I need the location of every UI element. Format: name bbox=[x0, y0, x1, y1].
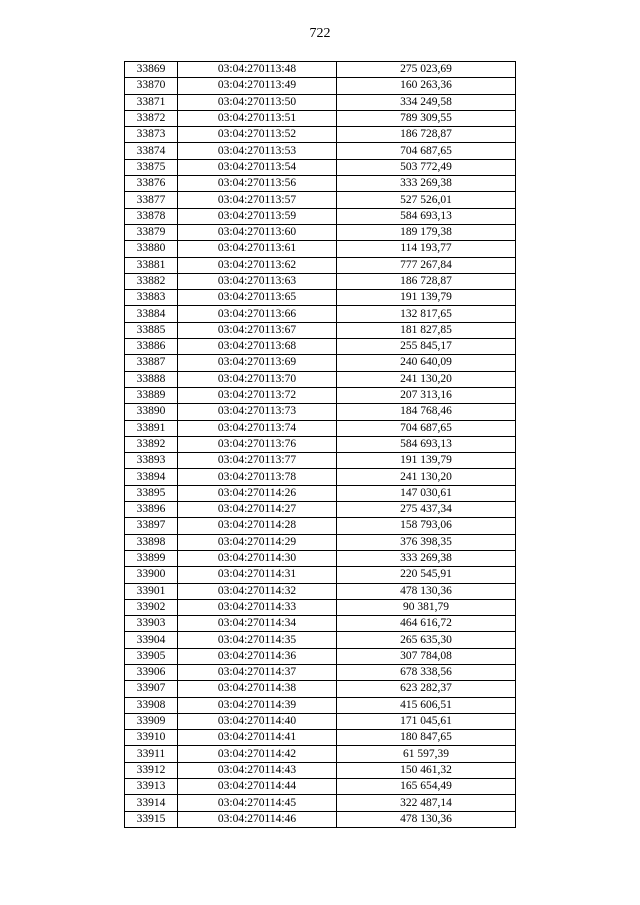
cadastral-number-cell: 03:04:270114:26 bbox=[178, 485, 337, 501]
table-row bbox=[125, 681, 516, 697]
cadastral-number-cell: 03:04:270114:27 bbox=[178, 502, 337, 518]
value-cell: 704 687,65 bbox=[337, 420, 516, 436]
table-row bbox=[125, 420, 516, 436]
value-cell: 623 282,37 bbox=[337, 681, 516, 697]
table-row bbox=[125, 795, 516, 811]
cadastral-number-cell: 03:04:270114:38 bbox=[178, 681, 337, 697]
value-cell: 90 381,79 bbox=[337, 599, 516, 615]
cadastral-number-cell: 03:04:270113:54 bbox=[178, 159, 337, 175]
row-number-cell: 33913 bbox=[125, 779, 178, 795]
cadastral-number-cell: 03:04:270113:66 bbox=[178, 306, 337, 322]
value-cell: 150 461,32 bbox=[337, 762, 516, 778]
row-number-cell: 33900 bbox=[125, 567, 178, 583]
value-cell: 333 269,38 bbox=[337, 550, 516, 566]
table-row bbox=[125, 632, 516, 648]
row-number-cell: 33902 bbox=[125, 599, 178, 615]
value-cell: 220 545,91 bbox=[337, 567, 516, 583]
cadastral-number-cell: 03:04:270113:53 bbox=[178, 143, 337, 159]
row-number-cell: 33883 bbox=[125, 290, 178, 306]
cadastral-number-cell: 03:04:270114:30 bbox=[178, 550, 337, 566]
cadastral-number-cell: 03:04:270113:72 bbox=[178, 387, 337, 403]
table-row bbox=[125, 110, 516, 126]
row-number-cell: 33901 bbox=[125, 583, 178, 599]
value-cell: 61 597,39 bbox=[337, 746, 516, 762]
value-cell: 464 616,72 bbox=[337, 616, 516, 632]
table-row bbox=[125, 355, 516, 371]
cadastral-number-cell: 03:04:270113:48 bbox=[178, 62, 337, 78]
row-number-cell: 33888 bbox=[125, 371, 178, 387]
value-cell: 189 179,38 bbox=[337, 224, 516, 240]
table-body bbox=[125, 62, 516, 828]
table-row bbox=[125, 273, 516, 289]
row-number-cell: 33872 bbox=[125, 110, 178, 126]
row-number-cell: 33869 bbox=[125, 62, 178, 78]
value-cell: 322 487,14 bbox=[337, 795, 516, 811]
cadastral-number-cell: 03:04:270114:41 bbox=[178, 730, 337, 746]
table-row bbox=[125, 339, 516, 355]
row-number-cell: 33879 bbox=[125, 224, 178, 240]
value-cell: 704 687,65 bbox=[337, 143, 516, 159]
row-number-cell: 33897 bbox=[125, 518, 178, 534]
value-cell: 255 845,17 bbox=[337, 339, 516, 355]
row-number-cell: 33876 bbox=[125, 176, 178, 192]
table-row bbox=[125, 664, 516, 680]
value-cell: 184 768,46 bbox=[337, 404, 516, 420]
value-cell: 241 130,20 bbox=[337, 469, 516, 485]
row-number-cell: 33887 bbox=[125, 355, 178, 371]
table-row bbox=[125, 159, 516, 175]
value-cell: 171 045,61 bbox=[337, 713, 516, 729]
cadastral-number-cell: 03:04:270113:56 bbox=[178, 176, 337, 192]
value-cell: 584 693,13 bbox=[337, 208, 516, 224]
row-number-cell: 33910 bbox=[125, 730, 178, 746]
cadastral-number-cell: 03:04:270113:59 bbox=[178, 208, 337, 224]
row-number-cell: 33877 bbox=[125, 192, 178, 208]
row-number-cell: 33880 bbox=[125, 241, 178, 257]
cadastral-number-cell: 03:04:270114:28 bbox=[178, 518, 337, 534]
value-cell: 147 030,61 bbox=[337, 485, 516, 501]
cadastral-number-cell: 03:04:270113:67 bbox=[178, 322, 337, 338]
page-number: 722 bbox=[309, 26, 331, 41]
table-row bbox=[125, 436, 516, 452]
cadastral-number-cell: 03:04:270113:65 bbox=[178, 290, 337, 306]
row-number-cell: 33873 bbox=[125, 127, 178, 143]
row-number-cell: 33886 bbox=[125, 339, 178, 355]
table-row bbox=[125, 697, 516, 713]
row-number-cell: 33911 bbox=[125, 746, 178, 762]
table-row bbox=[125, 453, 516, 469]
cadastral-number-cell: 03:04:270114:40 bbox=[178, 713, 337, 729]
table-row bbox=[125, 306, 516, 322]
row-number-cell: 33892 bbox=[125, 436, 178, 452]
row-number-cell: 33909 bbox=[125, 713, 178, 729]
table-row bbox=[125, 143, 516, 159]
cadastral-number-cell: 03:04:270113:57 bbox=[178, 192, 337, 208]
value-cell: 158 793,06 bbox=[337, 518, 516, 534]
table-row bbox=[125, 502, 516, 518]
row-number-cell: 33893 bbox=[125, 453, 178, 469]
table-row bbox=[125, 534, 516, 550]
value-cell: 207 313,16 bbox=[337, 387, 516, 403]
table-row bbox=[125, 257, 516, 273]
row-number-cell: 33878 bbox=[125, 208, 178, 224]
table-row bbox=[125, 616, 516, 632]
row-number-cell: 33894 bbox=[125, 469, 178, 485]
cadastral-number-cell: 03:04:270113:50 bbox=[178, 94, 337, 110]
cadastral-number-cell: 03:04:270113:52 bbox=[178, 127, 337, 143]
value-cell: 376 398,35 bbox=[337, 534, 516, 550]
row-number-cell: 33905 bbox=[125, 648, 178, 664]
cadastral-number-cell: 03:04:270114:32 bbox=[178, 583, 337, 599]
cadastral-number-cell: 03:04:270113:61 bbox=[178, 241, 337, 257]
cadastral-number-cell: 03:04:270113:49 bbox=[178, 78, 337, 94]
table-row bbox=[125, 811, 516, 827]
cadastral-number-cell: 03:04:270113:74 bbox=[178, 420, 337, 436]
row-number-cell: 33881 bbox=[125, 257, 178, 273]
value-cell: 191 139,79 bbox=[337, 453, 516, 469]
value-cell: 777 267,84 bbox=[337, 257, 516, 273]
cadastral-number-cell: 03:04:270113:70 bbox=[178, 371, 337, 387]
value-cell: 527 526,01 bbox=[337, 192, 516, 208]
table-row bbox=[125, 648, 516, 664]
cadastral-number-cell: 03:04:270113:68 bbox=[178, 339, 337, 355]
value-cell: 191 139,79 bbox=[337, 290, 516, 306]
cadastral-number-cell: 03:04:270114:43 bbox=[178, 762, 337, 778]
cadastral-number-cell: 03:04:270114:34 bbox=[178, 616, 337, 632]
table-row bbox=[125, 387, 516, 403]
row-number-cell: 33875 bbox=[125, 159, 178, 175]
value-cell: 240 640,09 bbox=[337, 355, 516, 371]
row-number-cell: 33903 bbox=[125, 616, 178, 632]
cadastral-number-cell: 03:04:270114:37 bbox=[178, 664, 337, 680]
row-number-cell: 33906 bbox=[125, 664, 178, 680]
value-cell: 478 130,36 bbox=[337, 811, 516, 827]
row-number-cell: 33895 bbox=[125, 485, 178, 501]
cadastral-number-cell: 03:04:270113:77 bbox=[178, 453, 337, 469]
cadastral-number-cell: 03:04:270114:45 bbox=[178, 795, 337, 811]
table-row bbox=[125, 371, 516, 387]
row-number-cell: 33882 bbox=[125, 273, 178, 289]
cadastral-number-cell: 03:04:270113:51 bbox=[178, 110, 337, 126]
cadastral-number-cell: 03:04:270113:76 bbox=[178, 436, 337, 452]
value-cell: 678 338,56 bbox=[337, 664, 516, 680]
value-cell: 186 728,87 bbox=[337, 127, 516, 143]
table-row bbox=[125, 176, 516, 192]
row-number-cell: 33885 bbox=[125, 322, 178, 338]
value-cell: 334 249,58 bbox=[337, 94, 516, 110]
cadastral-number-cell: 03:04:270114:39 bbox=[178, 697, 337, 713]
cadastral-number-cell: 03:04:270113:62 bbox=[178, 257, 337, 273]
cadastral-number-cell: 03:04:270114:33 bbox=[178, 599, 337, 615]
row-number-cell: 33912 bbox=[125, 762, 178, 778]
value-cell: 241 130,20 bbox=[337, 371, 516, 387]
value-cell: 275 437,34 bbox=[337, 502, 516, 518]
row-number-cell: 33907 bbox=[125, 681, 178, 697]
table-row bbox=[125, 78, 516, 94]
cadastral-number-cell: 03:04:270113:73 bbox=[178, 404, 337, 420]
table-row bbox=[125, 713, 516, 729]
value-cell: 275 023,69 bbox=[337, 62, 516, 78]
cadastral-number-cell: 03:04:270114:35 bbox=[178, 632, 337, 648]
row-number-cell: 33891 bbox=[125, 420, 178, 436]
cadastral-number-cell: 03:04:270113:69 bbox=[178, 355, 337, 371]
table-row bbox=[125, 94, 516, 110]
table-row bbox=[125, 290, 516, 306]
row-number-cell: 33908 bbox=[125, 697, 178, 713]
value-cell: 160 263,36 bbox=[337, 78, 516, 94]
cadastral-number-cell: 03:04:270114:36 bbox=[178, 648, 337, 664]
table-row bbox=[125, 599, 516, 615]
table-row bbox=[125, 567, 516, 583]
table-row bbox=[125, 730, 516, 746]
row-number-cell: 33899 bbox=[125, 550, 178, 566]
row-number-cell: 33874 bbox=[125, 143, 178, 159]
table-row bbox=[125, 779, 516, 795]
row-number-cell: 33870 bbox=[125, 78, 178, 94]
row-number-cell: 33914 bbox=[125, 795, 178, 811]
table-row bbox=[125, 62, 516, 78]
table-row bbox=[125, 485, 516, 501]
cadastral-number-cell: 03:04:270114:29 bbox=[178, 534, 337, 550]
cadastral-number-cell: 03:04:270113:60 bbox=[178, 224, 337, 240]
table-row bbox=[125, 404, 516, 420]
row-number-cell: 33890 bbox=[125, 404, 178, 420]
row-number-cell: 33889 bbox=[125, 387, 178, 403]
table-row bbox=[125, 241, 516, 257]
cadastral-number-cell: 03:04:270114:46 bbox=[178, 811, 337, 827]
value-cell: 333 269,38 bbox=[337, 176, 516, 192]
table-row bbox=[125, 322, 516, 338]
value-cell: 503 772,49 bbox=[337, 159, 516, 175]
cadastral-number-cell: 03:04:270114:44 bbox=[178, 779, 337, 795]
value-cell: 789 309,55 bbox=[337, 110, 516, 126]
cadastre-table bbox=[124, 61, 516, 828]
value-cell: 265 635,30 bbox=[337, 632, 516, 648]
value-cell: 186 728,87 bbox=[337, 273, 516, 289]
value-cell: 584 693,13 bbox=[337, 436, 516, 452]
cadastral-number-cell: 03:04:270113:63 bbox=[178, 273, 337, 289]
table-row bbox=[125, 762, 516, 778]
table-row bbox=[125, 518, 516, 534]
row-number-cell: 33904 bbox=[125, 632, 178, 648]
table-row bbox=[125, 127, 516, 143]
value-cell: 180 847,65 bbox=[337, 730, 516, 746]
row-number-cell: 33896 bbox=[125, 502, 178, 518]
table-row bbox=[125, 469, 516, 485]
value-cell: 114 193,77 bbox=[337, 241, 516, 257]
row-number-cell: 33871 bbox=[125, 94, 178, 110]
value-cell: 132 817,65 bbox=[337, 306, 516, 322]
cadastral-number-cell: 03:04:270113:78 bbox=[178, 469, 337, 485]
table-row bbox=[125, 224, 516, 240]
table-row bbox=[125, 192, 516, 208]
value-cell: 165 654,49 bbox=[337, 779, 516, 795]
cadastral-number-cell: 03:04:270114:31 bbox=[178, 567, 337, 583]
cadastral-number-cell: 03:04:270114:42 bbox=[178, 746, 337, 762]
value-cell: 181 827,85 bbox=[337, 322, 516, 338]
table-row bbox=[125, 746, 516, 762]
table-row bbox=[125, 208, 516, 224]
table-row bbox=[125, 550, 516, 566]
row-number-cell: 33915 bbox=[125, 811, 178, 827]
value-cell: 415 606,51 bbox=[337, 697, 516, 713]
value-cell: 478 130,36 bbox=[337, 583, 516, 599]
row-number-cell: 33884 bbox=[125, 306, 178, 322]
row-number-cell: 33898 bbox=[125, 534, 178, 550]
table-row bbox=[125, 583, 516, 599]
value-cell: 307 784,08 bbox=[337, 648, 516, 664]
